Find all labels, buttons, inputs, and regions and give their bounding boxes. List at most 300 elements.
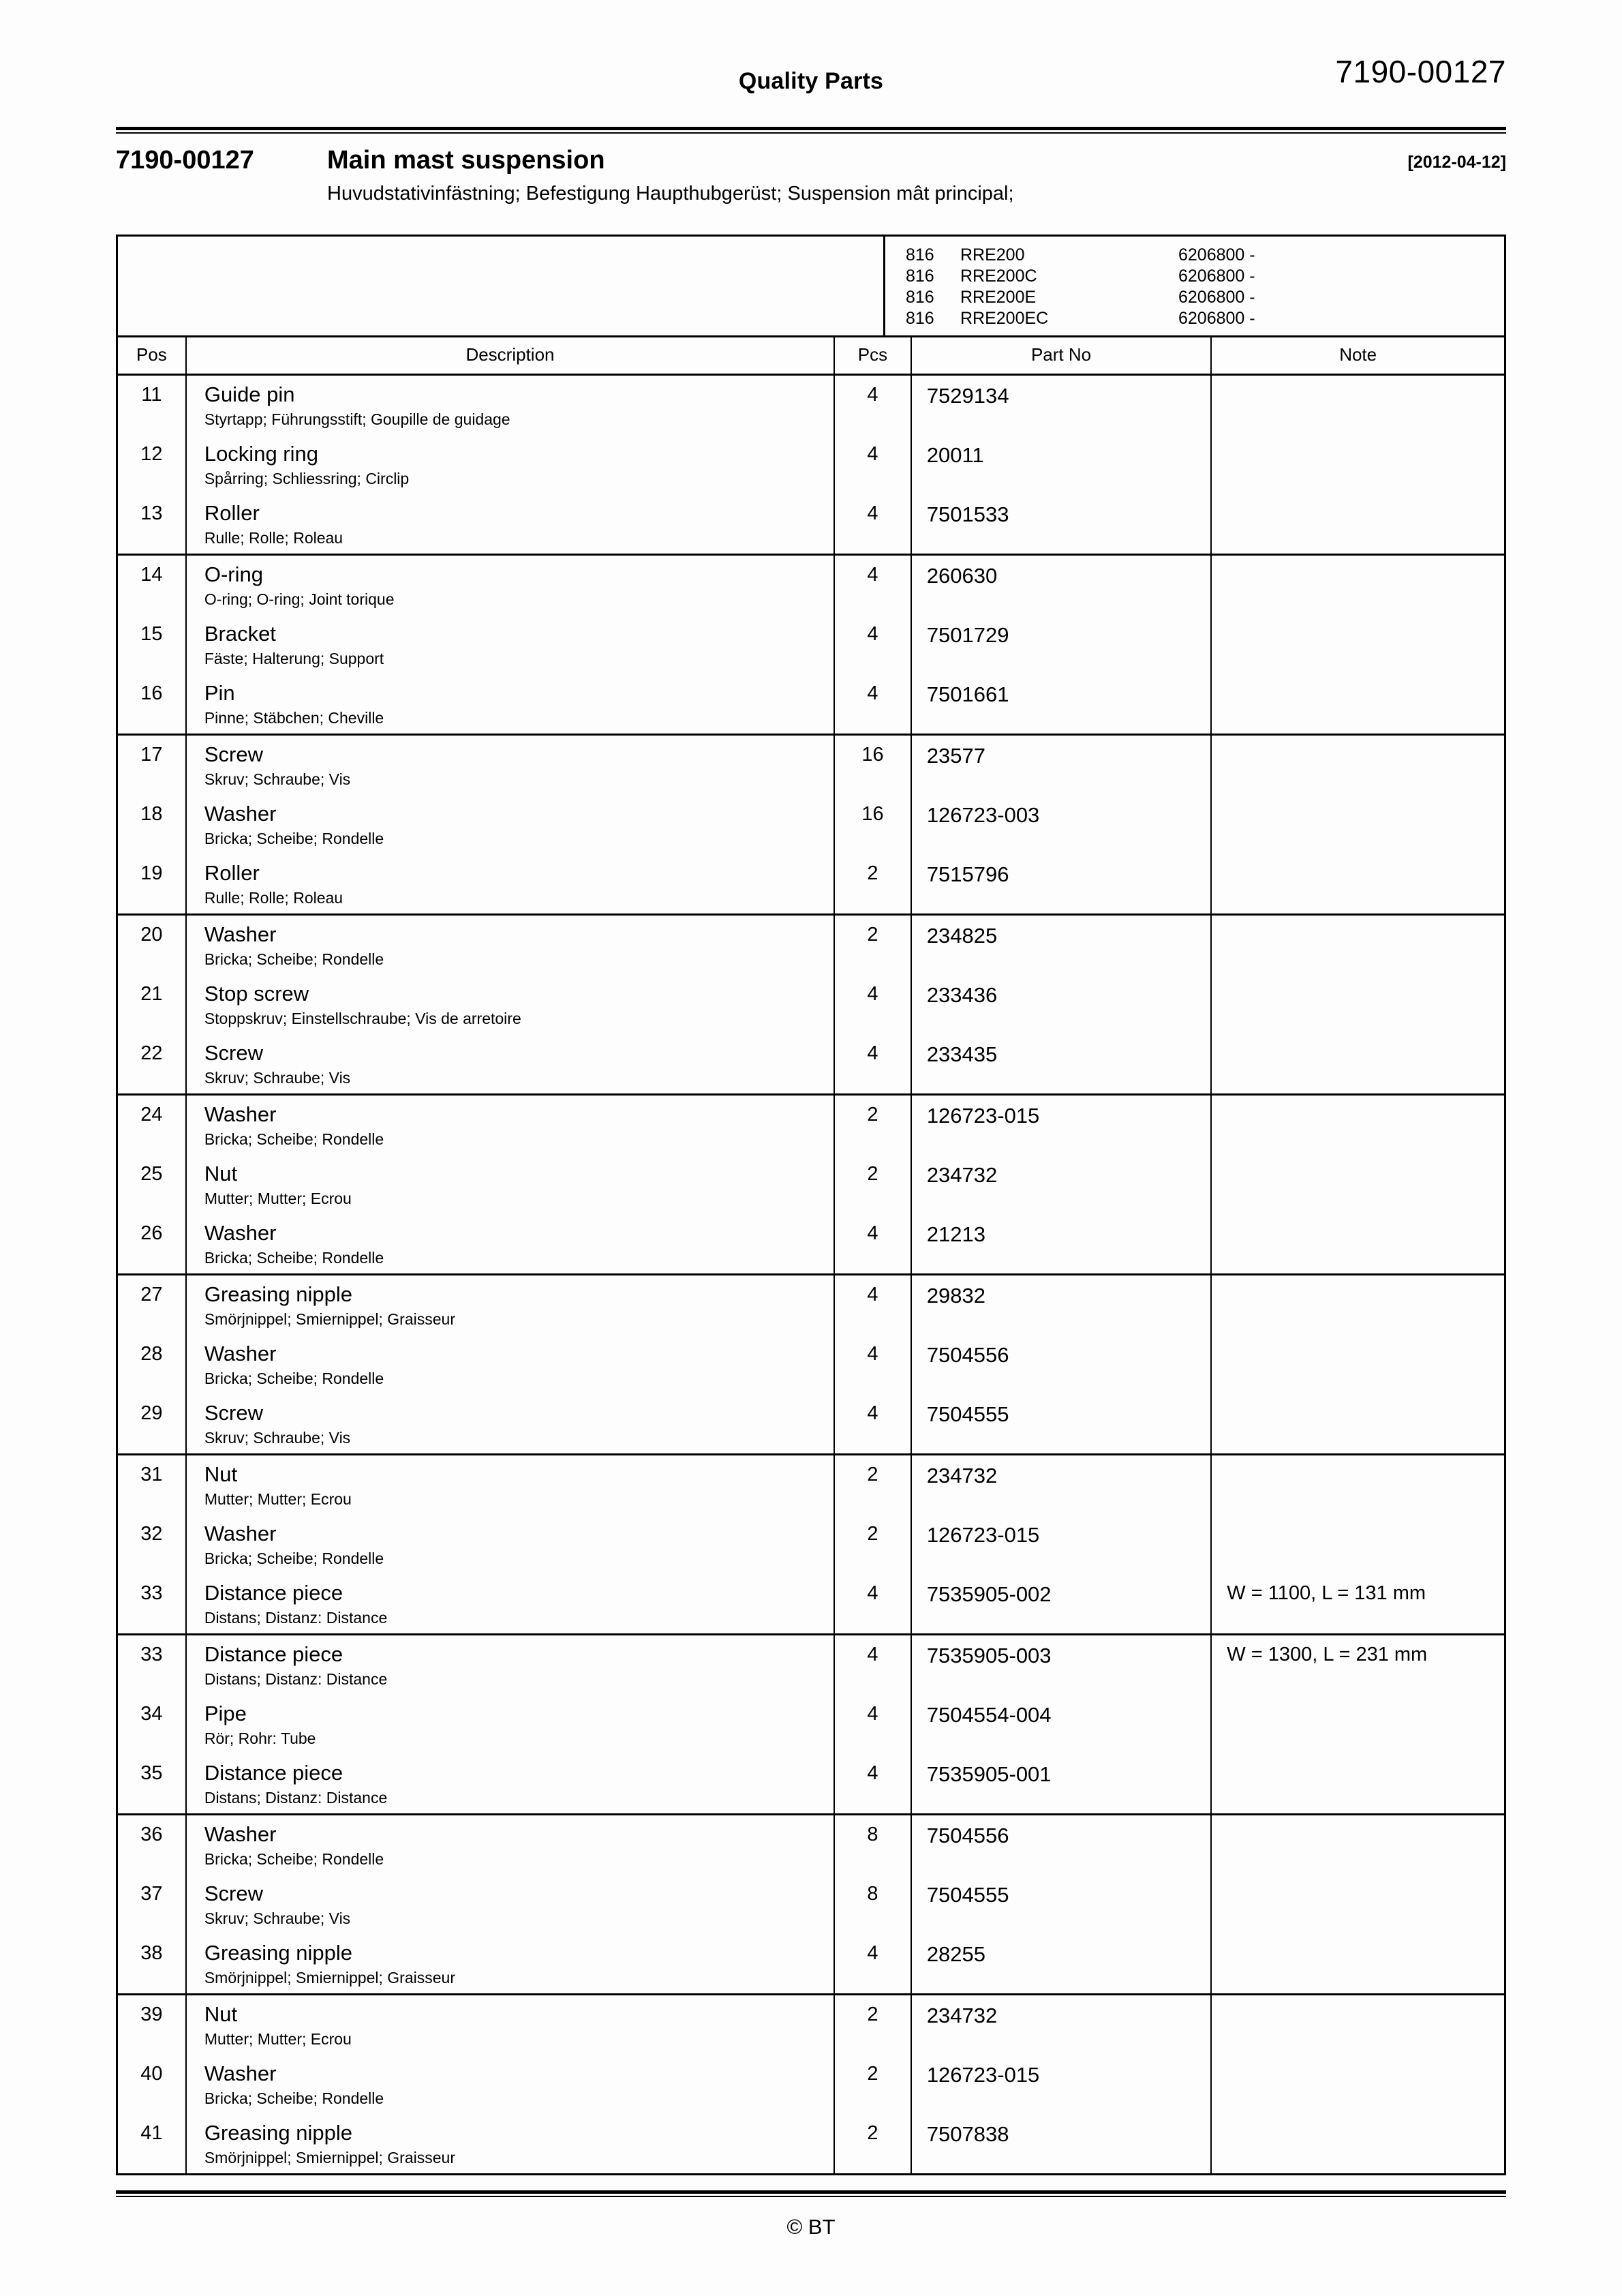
part-no-value: 23577 [926, 744, 986, 768]
cell-note [1211, 1214, 1505, 1275]
description-main: Roller [204, 861, 260, 885]
part-no-value: 234825 [926, 924, 998, 948]
description-main: Washer [204, 922, 277, 946]
cell-note [1211, 1995, 1505, 2055]
cell-pcs [834, 1034, 911, 1095]
description-main: Greasing nipple [204, 1282, 352, 1306]
part-no-value: 126723-015 [926, 1523, 1040, 1547]
pos-value: 17 [140, 744, 163, 766]
cell-note [1211, 1034, 1505, 1095]
model-code: 816 [906, 288, 934, 307]
cell-pcs [834, 1335, 911, 1394]
description-main: Stop screw [204, 982, 309, 1006]
pos-value: 16 [140, 682, 163, 704]
cell-part-no [911, 375, 1211, 436]
model-row [906, 266, 1504, 287]
description-translations: O-ring; O-ring; Joint torique [204, 590, 395, 608]
pos-value: 11 [141, 384, 162, 406]
header-center-title: Quality Parts [738, 68, 884, 94]
model-row [906, 308, 1504, 329]
pcs-value: 8 [867, 1824, 878, 1845]
note-value [1212, 1214, 1504, 1258]
parts-group [117, 1635, 1505, 1815]
cell-description [186, 2055, 834, 2114]
description-translations: Bricka; Scheibe; Rondelle [204, 1370, 384, 1387]
part-no-value: 7501533 [926, 502, 1009, 526]
cell-pcs [834, 494, 911, 555]
cell-pcs [834, 795, 911, 854]
description-translations: Smörjnippel; Smiernippel; Graisseur [204, 1969, 455, 1987]
pos-value: 33 [140, 1582, 163, 1604]
pos-value: 27 [140, 1284, 163, 1305]
cell-pcs [834, 1394, 911, 1455]
description-main: Screw [204, 1401, 263, 1425]
cell-note [1211, 494, 1505, 555]
cell-pos [117, 375, 186, 436]
cell-pcs [834, 1934, 911, 1995]
note-value [1212, 376, 1504, 419]
pcs-value: 2 [867, 1163, 878, 1185]
cell-part-no [911, 1034, 1211, 1095]
pcs-value: 4 [867, 1402, 878, 1424]
pcs-value: 4 [867, 384, 878, 406]
pcs-value: 16 [861, 803, 884, 825]
note-value [1212, 1034, 1504, 1078]
cell-pcs [834, 615, 911, 674]
cell-pos [117, 1335, 186, 1394]
model-row [906, 287, 1504, 308]
note-value [1212, 1875, 1504, 1918]
cell-part-no [911, 1214, 1211, 1275]
cell-part-no [911, 1635, 1211, 1695]
cell-pos [117, 674, 186, 735]
model-serial: 6206800 - [1178, 267, 1255, 286]
part-no-value: 7504556 [926, 1824, 1009, 1847]
note-value [1212, 1995, 1504, 2039]
pos-value: 18 [140, 803, 163, 825]
part-no-value: 7535905-003 [926, 1644, 1052, 1667]
pos-value: 41 [140, 2122, 163, 2144]
cell-pcs [834, 1875, 911, 1934]
description-main: Washer [204, 1102, 277, 1126]
cell-pos [117, 494, 186, 555]
description-translations: Smörjnippel; Smiernippel; Graisseur [204, 1310, 455, 1328]
cell-description [186, 1815, 834, 1875]
cell-pos [117, 975, 186, 1034]
cell-part-no [911, 1815, 1211, 1875]
cell-pos [117, 1155, 186, 1214]
pos-value: 33 [140, 1644, 163, 1665]
note-value [1212, 916, 1504, 959]
pos-value: 38 [140, 1942, 163, 1964]
table-row [117, 854, 1505, 915]
cell-pos [117, 1214, 186, 1275]
cell-pos [117, 1875, 186, 1934]
cell-pcs [834, 1635, 911, 1695]
pos-value: 31 [140, 1464, 163, 1485]
table-row [117, 674, 1505, 735]
cell-note [1211, 1275, 1505, 1335]
part-no-value: 20011 [926, 443, 984, 467]
cell-pos [117, 1695, 186, 1754]
cell-description [186, 1635, 834, 1695]
part-no-value: 7507838 [926, 2122, 1009, 2146]
cell-part-no [911, 435, 1211, 494]
pcs-value: 2 [867, 1464, 878, 1485]
model-applicability-box [116, 235, 1506, 335]
description-main: Guide pin [204, 382, 295, 406]
model-name: RRE200C [960, 267, 1037, 286]
pcs-value: 4 [867, 623, 878, 645]
table-row [117, 1995, 1505, 2055]
pos-value: 15 [140, 623, 163, 645]
table-row [117, 1635, 1505, 1695]
table-row [117, 2114, 1505, 2175]
table-row [117, 1515, 1505, 1574]
table-row [117, 1155, 1505, 1214]
model-code: 816 [906, 309, 934, 328]
description-translations: Mutter; Mutter; Ecrou [204, 1190, 352, 1207]
cell-part-no [911, 1754, 1211, 1815]
pos-value: 40 [140, 2063, 163, 2085]
pos-value: 20 [140, 924, 163, 946]
note-value [1212, 1934, 1504, 1978]
model-list [885, 237, 1504, 335]
model-name: RRE200EC [960, 309, 1049, 328]
cell-pos [117, 915, 186, 976]
cell-note [1211, 1695, 1505, 1754]
description-main: Greasing nipple [204, 1941, 352, 1965]
description-main: Washer [204, 1221, 277, 1245]
cell-note [1211, 1574, 1505, 1635]
cell-description [186, 1875, 834, 1934]
cell-pos [117, 1275, 186, 1335]
part-no-value: 7535905-001 [926, 1762, 1052, 1786]
description-main: Washer [204, 1522, 277, 1545]
pcs-value: 4 [867, 682, 878, 704]
pcs-value: 2 [867, 2004, 878, 2025]
cell-pos [117, 435, 186, 494]
cell-part-no [911, 1155, 1211, 1214]
description-translations: Bricka; Scheibe; Rondelle [204, 1850, 384, 1868]
pos-value: 29 [140, 1402, 163, 1424]
cell-pos [117, 1635, 186, 1695]
cell-note [1211, 915, 1505, 976]
cell-note [1211, 1095, 1505, 1155]
cell-pos [117, 854, 186, 915]
cell-pcs [834, 1155, 911, 1214]
model-code: 816 [906, 245, 934, 265]
description-translations: Skruv; Schraube; Vis [204, 770, 351, 788]
parts-group [117, 375, 1505, 555]
cell-pos [117, 1034, 186, 1095]
column-header-pos: Pos [117, 337, 186, 375]
description-main: Bracket [204, 622, 276, 646]
pos-value: 19 [140, 862, 163, 884]
cell-part-no [911, 1455, 1211, 1515]
table-row [117, 555, 1505, 616]
pos-value: 37 [140, 1883, 163, 1905]
pos-value: 35 [140, 1762, 163, 1784]
pos-value: 36 [140, 1824, 163, 1845]
cell-part-no [911, 975, 1211, 1034]
pcs-value: 2 [867, 2063, 878, 2085]
cell-note [1211, 1455, 1505, 1515]
note-value [1212, 1455, 1504, 1499]
cell-note [1211, 1934, 1505, 1995]
note-value: W = 1100, L = 131 mm [1227, 1582, 1426, 1604]
cell-pcs [834, 1754, 911, 1815]
cell-part-no [911, 2055, 1211, 2114]
part-no-value: 234732 [926, 2004, 998, 2027]
cell-description [186, 1515, 834, 1574]
cell-part-no [911, 854, 1211, 915]
description-main: Distance piece [204, 1581, 343, 1605]
cell-description [186, 1574, 834, 1635]
cell-note [1211, 1394, 1505, 1455]
part-no-value: 28255 [926, 1942, 986, 1966]
pos-value: 12 [140, 443, 163, 465]
cell-pcs [834, 1695, 911, 1754]
table-row [117, 735, 1505, 796]
cell-description [186, 375, 834, 436]
cell-part-no [911, 915, 1211, 976]
description-translations: Mutter; Mutter; Ecrou [204, 1490, 352, 1508]
description-translations: Styrtapp; Führungsstift; Goupille de guidage [204, 410, 510, 428]
cell-note [1211, 674, 1505, 735]
cell-pos [117, 1754, 186, 1815]
footer-copyright: © BT [786, 2215, 836, 2239]
cell-pos [117, 1515, 186, 1574]
pos-value: 13 [140, 502, 163, 524]
description-translations: Pinne; Stäbchen; Cheville [204, 709, 384, 727]
table-row [117, 1335, 1505, 1394]
cell-note [1211, 1815, 1505, 1875]
model-name: RRE200 [960, 245, 1025, 265]
parts-group [117, 1455, 1505, 1635]
part-no-value: 7501661 [926, 682, 1009, 706]
description-translations: Smörjnippel; Smiernippel; Graisseur [204, 2149, 455, 2166]
table-row [117, 1275, 1505, 1335]
description-main: Pin [204, 681, 235, 705]
description-main: Washer [204, 2061, 277, 2085]
cell-note [1211, 1875, 1505, 1934]
note-value [1212, 1515, 1504, 1558]
description-main: Screw [204, 1041, 263, 1065]
cell-part-no [911, 1394, 1211, 1455]
part-no-value: 7529134 [926, 384, 1009, 408]
cell-pos [117, 615, 186, 674]
title-date: [2012-04-12] [1407, 153, 1506, 172]
parts-table [116, 335, 1506, 2175]
cell-description [186, 915, 834, 976]
note-value [1212, 1815, 1504, 1859]
cell-note [1211, 1635, 1505, 1695]
part-no-value: 233435 [926, 1042, 998, 1066]
description-main: Greasing nipple [204, 2121, 352, 2145]
page-title: Main mast suspension [327, 146, 605, 175]
table-row [117, 1695, 1505, 1754]
description-main: Pipe [204, 1702, 247, 1725]
description-translations: Stoppskruv; Einstellschraube; Vis de arretoire [204, 1010, 521, 1027]
model-serial: 6206800 - [1178, 309, 1255, 328]
page-header [116, 0, 1506, 127]
pos-value: 34 [140, 1703, 163, 1725]
description-main: Washer [204, 802, 277, 826]
cell-description [186, 1034, 834, 1095]
cell-pos [117, 1995, 186, 2055]
description-main: Locking ring [204, 442, 318, 466]
description-translations: Distans; Distanz: Distance [204, 1670, 388, 1688]
note-value [1212, 854, 1504, 898]
parts-group [117, 555, 1505, 735]
pcs-value: 8 [867, 1883, 878, 1905]
cell-description [186, 1275, 834, 1335]
model-serial: 6206800 - [1178, 245, 1255, 265]
part-no-value: 7504556 [926, 1343, 1009, 1367]
table-row [117, 1934, 1505, 1995]
cell-part-no [911, 735, 1211, 796]
table-row [117, 1095, 1505, 1155]
note-value [1212, 615, 1504, 659]
cell-note [1211, 555, 1505, 616]
pos-value: 21 [140, 983, 163, 1005]
parts-group [117, 1815, 1505, 1995]
pcs-value: 4 [867, 443, 878, 465]
cell-part-no [911, 1695, 1211, 1754]
pcs-value: 4 [867, 502, 878, 524]
column-header-description: Description [186, 337, 834, 375]
cell-description [186, 2114, 834, 2175]
description-main: Nut [204, 1162, 238, 1185]
header-divider [116, 127, 1506, 134]
description-translations: Rulle; Rolle; Roleau [204, 529, 343, 547]
table-row [117, 435, 1505, 494]
description-main: Nut [204, 2002, 238, 2026]
pcs-value: 16 [861, 744, 884, 766]
cell-part-no [911, 1335, 1211, 1394]
part-no-value: 126723-003 [926, 803, 1040, 827]
cell-description [186, 1155, 834, 1214]
pcs-value: 4 [867, 1284, 878, 1305]
header-document-number: 7190-00127 [1335, 54, 1506, 89]
description-translations: Bricka; Scheibe; Rondelle [204, 950, 384, 968]
pos-value: 25 [140, 1163, 163, 1185]
cell-part-no [911, 1095, 1211, 1155]
column-header-part-no: Part No [911, 337, 1211, 375]
note-value: W = 1300, L = 231 mm [1227, 1644, 1428, 1665]
cell-description [186, 1214, 834, 1275]
description-translations: Distans; Distanz: Distance [204, 1609, 388, 1627]
parts-group [117, 1995, 1505, 2175]
cell-pos [117, 2055, 186, 2114]
note-value [1212, 795, 1504, 839]
description-main: Distance piece [204, 1642, 343, 1666]
table-row [117, 795, 1505, 854]
part-no-value: 7535905-002 [926, 1582, 1052, 1606]
pcs-value: 4 [867, 1222, 878, 1244]
cell-description [186, 854, 834, 915]
model-name: RRE200E [960, 288, 1037, 307]
part-no-value: 21213 [926, 1222, 986, 1246]
note-value [1212, 1275, 1504, 1319]
cell-description [186, 1754, 834, 1815]
cell-pos [117, 1455, 186, 1515]
table-header-row [117, 337, 1505, 375]
cell-description [186, 674, 834, 735]
pcs-value: 4 [867, 983, 878, 1005]
description-translations: Fäste; Halterung; Support [204, 650, 384, 667]
cell-note [1211, 735, 1505, 796]
cell-part-no [911, 1875, 1211, 1934]
cell-pcs [834, 1515, 911, 1574]
cell-pcs [834, 1995, 911, 2055]
cell-note [1211, 1754, 1505, 1815]
cell-pos [117, 795, 186, 854]
cell-description [186, 735, 834, 796]
description-translations: Bricka; Scheibe; Rondelle [204, 1249, 384, 1267]
description-translations: Mutter; Mutter; Ecrou [204, 2030, 352, 2048]
footer-divider [116, 2190, 1506, 2197]
cell-note [1211, 1515, 1505, 1574]
note-value [1212, 975, 1504, 1018]
table-row [117, 1574, 1505, 1635]
cell-description [186, 1095, 834, 1155]
pcs-value: 4 [867, 1582, 878, 1604]
note-value [1212, 674, 1504, 718]
cell-pcs [834, 1455, 911, 1515]
table-row [117, 2055, 1505, 2114]
part-no-value: 234732 [926, 1464, 998, 1487]
cell-description [186, 795, 834, 854]
cell-pcs [834, 375, 911, 436]
note-value [1212, 1695, 1504, 1738]
cell-note [1211, 435, 1505, 494]
parts-group [117, 1095, 1505, 1275]
table-row [117, 1815, 1505, 1875]
cell-part-no [911, 615, 1211, 674]
table-row [117, 1875, 1505, 1934]
pos-value: 39 [140, 2004, 163, 2025]
parts-group [117, 915, 1505, 1095]
cell-part-no [911, 674, 1211, 735]
cell-pcs [834, 854, 911, 915]
description-main: Screw [204, 1882, 263, 1905]
cell-note [1211, 975, 1505, 1034]
note-value [1212, 1394, 1504, 1438]
table-row [117, 494, 1505, 555]
cell-note [1211, 795, 1505, 854]
table-row [117, 615, 1505, 674]
pcs-value: 4 [867, 1762, 878, 1784]
cell-pcs [834, 915, 911, 976]
description-translations: Skruv; Schraube; Vis [204, 1069, 351, 1087]
pos-value: 24 [140, 1104, 163, 1126]
pcs-value: 4 [867, 564, 878, 586]
cell-note [1211, 854, 1505, 915]
part-no-value: 7504554-004 [926, 1703, 1052, 1727]
cell-part-no [911, 1934, 1211, 1995]
cell-pcs [834, 2114, 911, 2175]
note-value [1212, 1096, 1504, 1139]
table-row [117, 375, 1505, 436]
part-no-value: 260630 [926, 564, 998, 588]
cell-pcs [834, 1275, 911, 1335]
part-no-value: 7504555 [926, 1883, 1009, 1907]
description-main: Washer [204, 1822, 277, 1846]
model-row [906, 245, 1504, 266]
table-row [117, 915, 1505, 976]
